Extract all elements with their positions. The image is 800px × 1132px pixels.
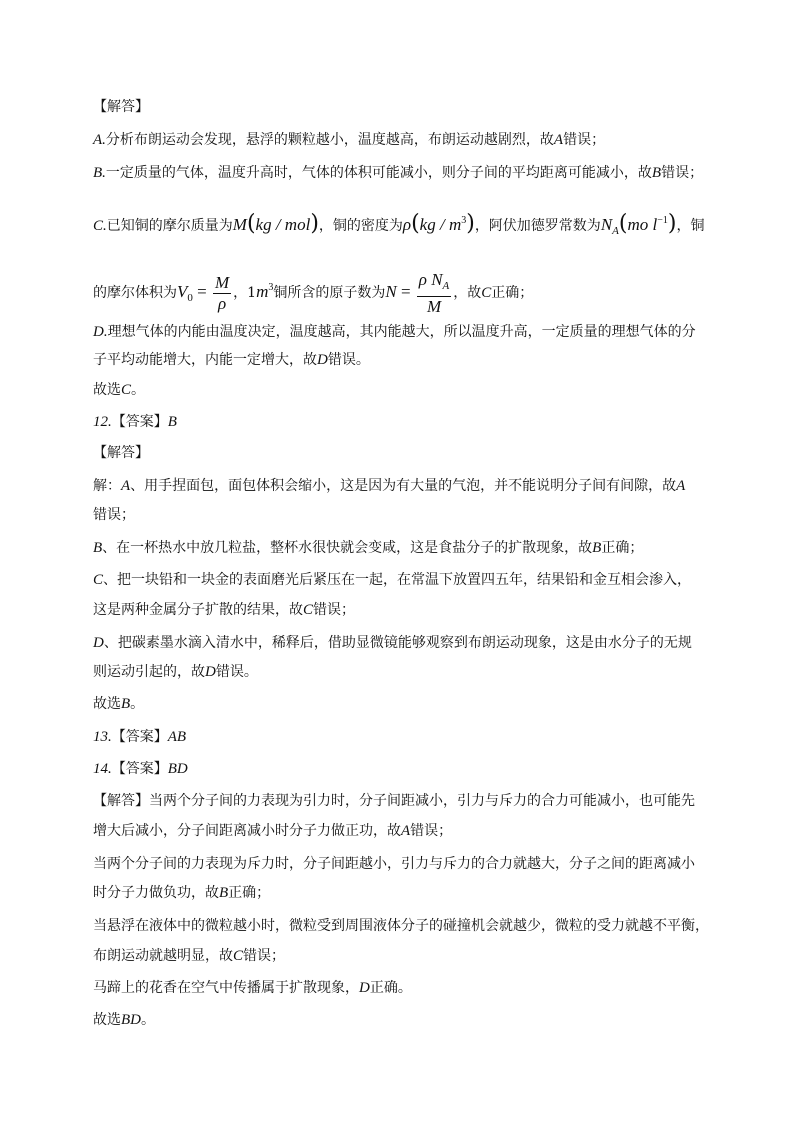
solution-option-c-line2 — [93, 266, 533, 320]
option-ref: C — [303, 602, 314, 618]
option-ref: A — [401, 823, 411, 839]
option-end: 正确； — [228, 885, 271, 901]
choice-text: 故选 — [93, 696, 121, 712]
question-number: 12. — [93, 414, 112, 430]
q12-choice — [93, 694, 144, 714]
option-ref: A — [676, 478, 686, 494]
choice-end: 。 — [130, 696, 145, 712]
q12-answer — [93, 412, 177, 432]
option-text: 、把一块铅和一块金的表面磨光后紧压在一起，在常温下放置四五年，结果铅和金互相会渗入， — [103, 572, 692, 588]
answer-label: 【答案】 — [111, 761, 168, 777]
option-end: 错误； — [410, 823, 453, 839]
exponent: 3 — [268, 282, 274, 293]
option-ref: A — [553, 132, 564, 148]
q12-option-d-line1 — [93, 633, 692, 653]
option-label: D. — [93, 324, 108, 340]
option-end: 错误； — [313, 602, 356, 618]
answer-value: B — [167, 414, 177, 430]
option-end: 正确； — [601, 540, 644, 556]
option-text: 当悬浮在液体中的微粒越小时，微粒受到周围液体分子的碰撞机会就越少，微粒的受力就越不平衡， — [93, 918, 709, 934]
option-ref: D — [317, 352, 328, 368]
option-text: 的摩尔体积为 — [93, 285, 177, 301]
question-number: 14. — [93, 761, 112, 777]
answer-value: AB — [167, 729, 187, 745]
exponent: −1 — [657, 215, 668, 226]
unit-kg-mol: kg / mol — [255, 215, 311, 234]
option-label: B — [93, 540, 103, 556]
option-text: 则运动引起的，故 — [93, 664, 205, 680]
option-text: 当两个分子间的力表现为引力时，分子间距减小，引力与斥力的合力可能减小，也可能先 — [149, 793, 695, 809]
option-end: 错误； — [563, 132, 606, 148]
option-text: 铜所含的原子数为 — [273, 285, 386, 301]
solution-header-text: 【解答】 — [93, 793, 149, 809]
q14-option-b-line1 — [93, 854, 695, 874]
solution-option-c-line1: C.已知铜的摩尔质量为M(kg / mol)，铜的密度为$\rho(kg / m^3)$，阿伏加德罗常数为$N_A(mo$ $l^{-1}$)，铜 — [93, 211, 705, 237]
solution-option-d-line2 — [93, 350, 370, 370]
q14-option-a-line2 — [93, 821, 452, 841]
option-text: ，故 — [453, 285, 482, 301]
choice-text: 故选 — [93, 1012, 121, 1028]
choice-answer: B — [121, 696, 131, 712]
option-text: 已知铜的摩尔质量为 — [106, 218, 233, 234]
solution-header-text: 【解答】 — [93, 445, 149, 461]
exponent: 3 — [461, 215, 467, 226]
fraction-denominator: M — [426, 296, 442, 316]
q12-option-d-line2 — [93, 662, 258, 682]
option-text: 、在一杯热水中放几粒盐，整杯水很快就会变咸，这是食盐分子的扩散现象，故 — [102, 540, 593, 556]
solution-option-a — [93, 130, 605, 150]
q14-answer — [93, 759, 188, 779]
question-number: 13. — [93, 729, 112, 745]
molar-volume-symbol: V — [177, 282, 188, 301]
option-ref: B — [651, 165, 662, 181]
density-symbol: ρ — [402, 215, 412, 234]
option-text: 子平均动能增大，内能一定增大，故 — [93, 352, 317, 368]
q12-option-a-line2 — [93, 505, 135, 525]
equals-sign: = — [192, 282, 211, 301]
option-end: 错误。 — [215, 664, 258, 680]
option-end: 错误； — [93, 507, 135, 523]
option-end: 错误。 — [327, 352, 370, 368]
choice-answer: BD — [121, 1012, 141, 1028]
option-end: 正确。 — [369, 980, 412, 996]
solution-option-d-line1 — [93, 322, 696, 342]
solution-choice — [93, 380, 145, 400]
option-text: 马蹄上的花香在空气中传播属于扩散现象， — [93, 980, 359, 996]
option-text: 这是两种金属分子扩散的结果，故 — [93, 602, 303, 618]
q14-option-c-line2 — [93, 946, 285, 966]
option-label: B. — [93, 165, 106, 181]
option-text: ，铜的密度为 — [318, 218, 403, 234]
fraction-rho-na-over-m — [417, 270, 451, 317]
numerator-text: ρ N — [418, 269, 443, 289]
unit-mol-inv: mo l — [627, 215, 658, 234]
fraction-numerator — [417, 270, 451, 297]
option-ref: D — [359, 980, 370, 996]
option-text: 增大后减小，分子间距离减小时分子力做正功，故 — [93, 823, 401, 839]
option-ref: C — [481, 285, 492, 301]
option-label: A — [121, 478, 131, 494]
unit-kg-m3: kg / m — [419, 215, 462, 234]
subscript: 0 — [187, 292, 193, 304]
subscript: A — [612, 225, 619, 237]
atom-count-symbol: N — [385, 282, 397, 301]
option-text: 、用手捏面包，面包体积会缩小，这是因为有大量的气泡，并不能说明分子间有间隙，故 — [130, 478, 677, 494]
option-text: 时分子力做负功，故 — [93, 885, 219, 901]
option-label: A. — [93, 132, 106, 148]
q12-option-b — [93, 538, 643, 558]
option-label: C. — [93, 218, 107, 234]
option-end: 错误； — [661, 165, 704, 181]
q14-choice — [93, 1010, 155, 1030]
unit-m: m — [256, 282, 269, 301]
q12-solution-header — [93, 443, 149, 463]
option-text: 一定质量的气体，温度升高时，气体的体积可能减小，则分子间的平均距离可能减小，故 — [105, 165, 652, 181]
option-text: ，铜 — [676, 218, 705, 234]
option-ref: C — [233, 948, 244, 964]
option-text: 当两个分子间的力表现为斥力时，分子间距越小，引力与斥力的合力就越大，分子之间的距离减小 — [93, 856, 695, 872]
solution-option-b — [93, 163, 703, 183]
subscript: A — [442, 279, 450, 292]
q12-option-c-line2 — [93, 600, 355, 620]
fraction-numerator: M — [214, 272, 230, 292]
answer-label: 【答案】 — [111, 729, 168, 745]
answer-value: BD — [167, 761, 188, 777]
option-text: ，阿伏加德罗常数为 — [474, 218, 601, 234]
answer-label: 【答案】 — [111, 414, 168, 430]
option-ref: B — [219, 885, 229, 901]
option-text: 理想气体的内能由温度决定，温度越高，其内能越大，所以温度升高，一定质量的理想气体的分 — [107, 324, 696, 340]
q14-option-c-line1 — [93, 916, 709, 936]
fraction-denominator: ρ — [217, 293, 227, 313]
option-label: D — [93, 635, 104, 651]
option-text: 布朗运动就越明显，故 — [93, 948, 233, 964]
choice-answer: C — [121, 382, 132, 398]
solution-header-text: 【解答】 — [93, 99, 149, 115]
option-ref: D — [205, 664, 216, 680]
q13-answer — [93, 727, 186, 747]
option-text: 分析布朗运动会发现，悬浮的颗粒越小，温度越高，布朗运动越剧烈，故 — [105, 132, 554, 148]
option-text: 、把碳素墨水滴入清水中，稀释后，借助显微镜能够观察到布朗运动现象，这是由水分子的无规 — [103, 635, 692, 651]
q14-option-d — [93, 978, 412, 998]
option-label: C — [93, 572, 104, 588]
choice-end: 。 — [131, 382, 146, 398]
q14-option-b-line2 — [93, 883, 270, 903]
option-end: 正确； — [491, 285, 534, 301]
molar-mass-symbol: M — [232, 215, 247, 234]
q12-option-c-line1 — [93, 570, 691, 590]
option-ref: B — [592, 540, 602, 556]
choice-text: 故选 — [93, 382, 121, 398]
fraction-m-over-rho — [213, 273, 231, 314]
equals-sign: = — [396, 282, 415, 301]
q12-option-a-line1 — [93, 476, 685, 496]
option-text: 解： — [93, 478, 121, 494]
option-text: ，1 — [233, 285, 257, 301]
option-end: 错误； — [243, 948, 286, 964]
choice-end: 。 — [141, 1012, 155, 1028]
solution-header — [93, 97, 149, 117]
q14-option-a-line1 — [93, 791, 695, 811]
avogadro-symbol: N — [600, 215, 613, 234]
